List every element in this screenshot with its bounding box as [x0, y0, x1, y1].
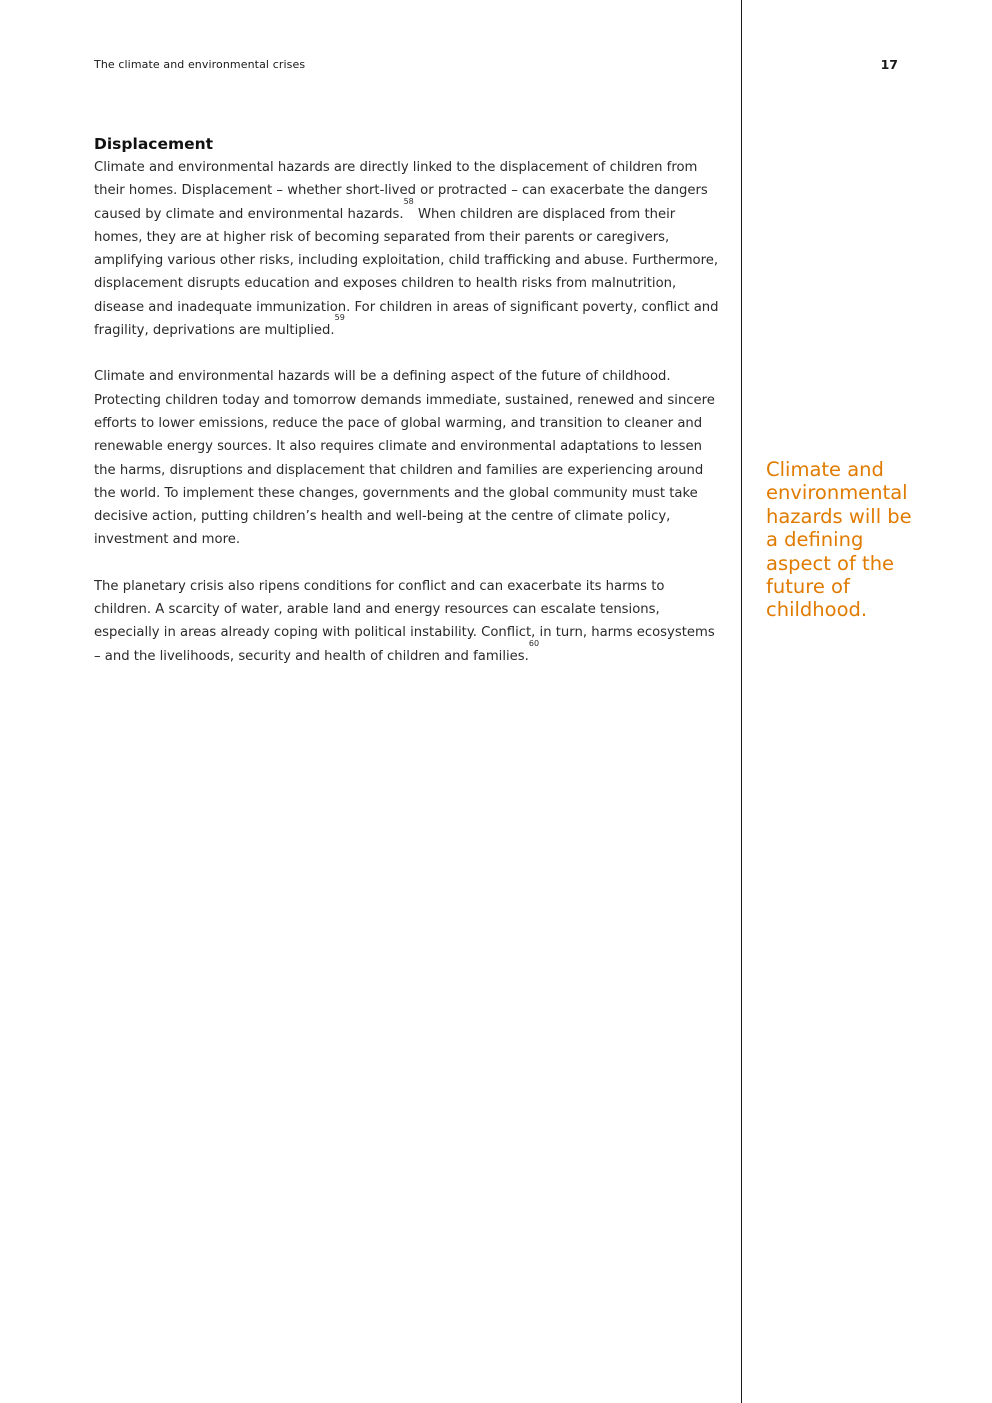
footnote-marker: 60	[528, 638, 540, 648]
paragraph-displacement	[94, 156, 722, 342]
page-number: 17	[880, 57, 898, 72]
column-divider	[741, 0, 742, 1403]
paragraph-text: When children are displaced from their homes, they are at higher risk of becoming separated from their parents or caregivers, amplifying various other risks, including exploitation, child trafficking and abuse. Furthermore, displacement disrupts education and exposes children to health risks from malnutrition, disease and inadequate immunization. For children in areas of significant poverty, conflict and fragility, deprivations are multiplied.	[94, 206, 719, 339]
main-column	[94, 134, 722, 691]
paragraph-text: Climate and environmental hazards are directly linked to the displacement of children from their homes. Displacement – whether short-lived or protracted – can exacerbate the dangers caused by climate and environmental hazards.	[94, 160, 708, 222]
paragraph-planetary-crisis	[94, 575, 722, 668]
section-heading: Displacement	[94, 135, 214, 153]
paragraph-text: Climate and environmental hazards will be a defining aspect of the future of childhood. Protecting children today and tomorrow demands immediate, sustained, renewed and sincere efforts to lower emissions, reduce the pace of global warming, and transition to cleaner and renewable energy sources. It also requires climate and environmental adaptations to lessen the harms, disruptions and displacement that children and families are experiencing around the world. To implement these changes, governments and the global community must take decisive action, putting children’s health and well-being at the centre of climate policy, investment and more.	[94, 369, 715, 548]
paragraph-future-of-childhood	[94, 365, 722, 551]
footnote-marker: 58	[403, 196, 414, 206]
running-header: The climate and environmental crises	[94, 58, 306, 71]
footnote-marker: 59	[334, 313, 345, 323]
pull-quote: Climate and environmental hazards will be a defining aspect of the future of childhood.	[766, 458, 912, 622]
paragraph-text: The planetary crisis also ripens conditions for conflict and can exacerbate its harms to children. A scarcity of water, arable land and energy resources can escalate tensions, especially in areas already coping with political instability. Conflict, in turn, harms ecosystems – and the livelihoods, security and health of children and families.	[94, 578, 715, 664]
